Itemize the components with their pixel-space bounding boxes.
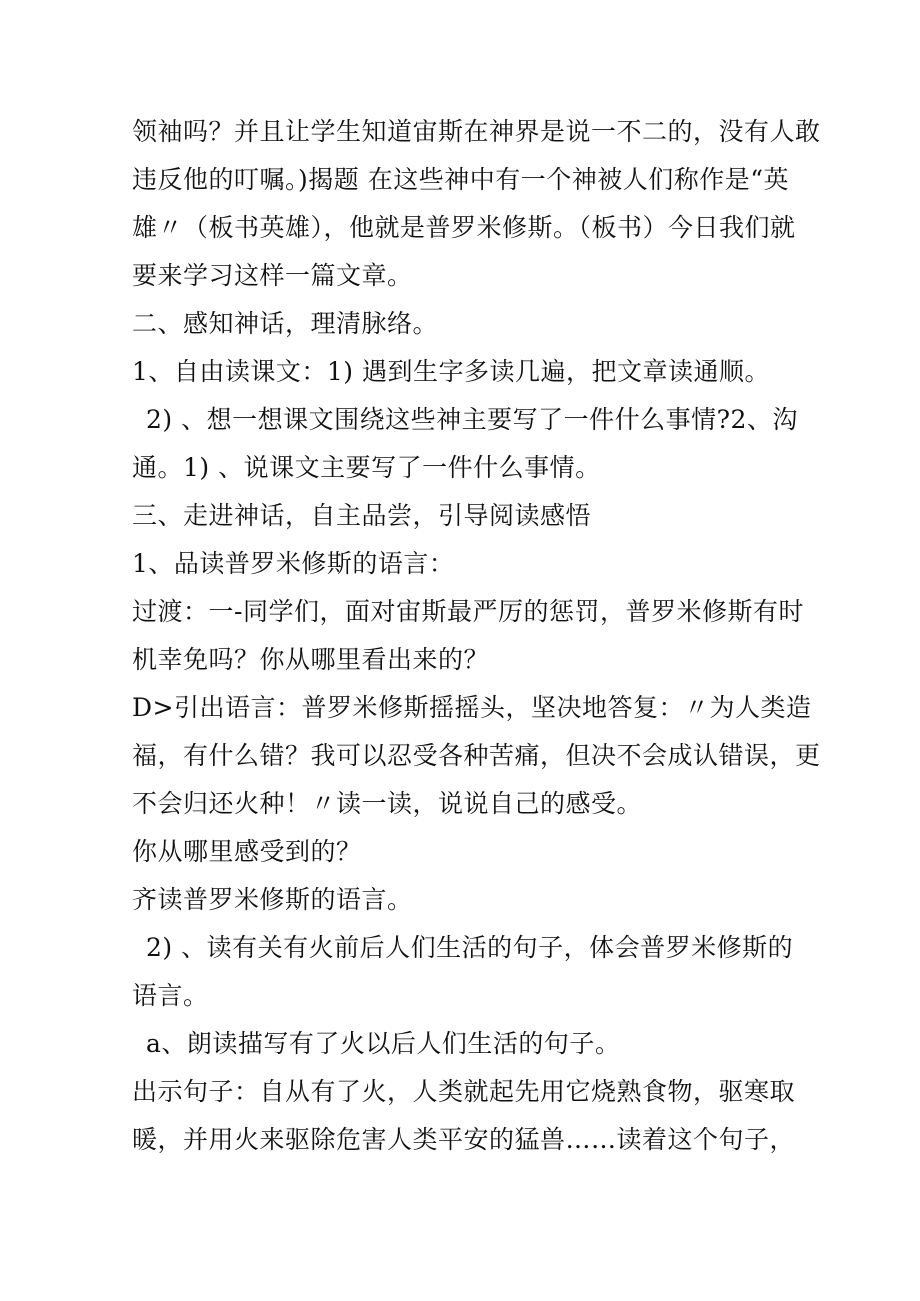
text-line: 出示句子：自从有了火，人类就起先用它烧熟食物，驱寒取 (132, 1077, 796, 1106)
text-line: 语言。 (132, 981, 209, 1010)
text-line: 违反他的叮嘱。)揭题 在这些神中有一个神被人们称作是“英 (132, 165, 789, 194)
section-heading-3: 三、走进神话，自主品尝，引导阅读感悟 (132, 501, 592, 530)
text-line: a、朗读描写有了火以后人们生活的句子。 (146, 1029, 621, 1058)
text-line: 不会归还火种！〃读一读，说说自己的感受。 (132, 789, 643, 818)
text-line: 雄〃（板书英雄），他就是普罗米修斯。（板书）今日我们就 (132, 213, 796, 242)
text-line: 2) 、读有关有火前后人们生活的句子，体会普罗米修斯的 (146, 933, 794, 962)
text-line: 1、品读普罗米修斯的语言： (132, 549, 455, 578)
text-line: 领袖吗？并且让学生知道宙斯在神界是说一不二的，没有人敢 (132, 117, 821, 146)
text-line: 暖，并用火来驱除危害人类平安的猛兽……读着这个句子， (132, 1125, 796, 1154)
text-line: 你从哪里感受到的？ (132, 837, 362, 866)
text-line: 通。1) 、说课文主要写了一件什么事情。 (132, 453, 601, 482)
text-line: 要来学习这样一篇文章。 (132, 261, 413, 290)
text-line: 过渡：一-同学们，面对宙斯最严厉的惩罚，普罗米修斯有时 (132, 597, 804, 626)
text-line: 2) 、想一想课文围绕这些神主要写了一件什么事情?2、沟 (146, 405, 798, 434)
text-line: 机幸免吗？你从哪里看出来的？ (132, 645, 490, 674)
text-line: D>引出语言：普罗米修斯摇摇头，坚决地答复：〃为人类造 (132, 693, 812, 722)
document-body (132, 108, 821, 1164)
text-line: 福，有什么错？我可以忍受各种苦痛，但决不会成认错误，更 (132, 741, 821, 770)
section-heading-2: 二、感知神话，理清脉络。 (132, 309, 439, 338)
text-line: 1、自由读课文：1) 遇到生字多读几遍，把文章读通顺。 (132, 357, 771, 386)
text-line: 齐读普罗米修斯的语言。 (132, 885, 413, 914)
